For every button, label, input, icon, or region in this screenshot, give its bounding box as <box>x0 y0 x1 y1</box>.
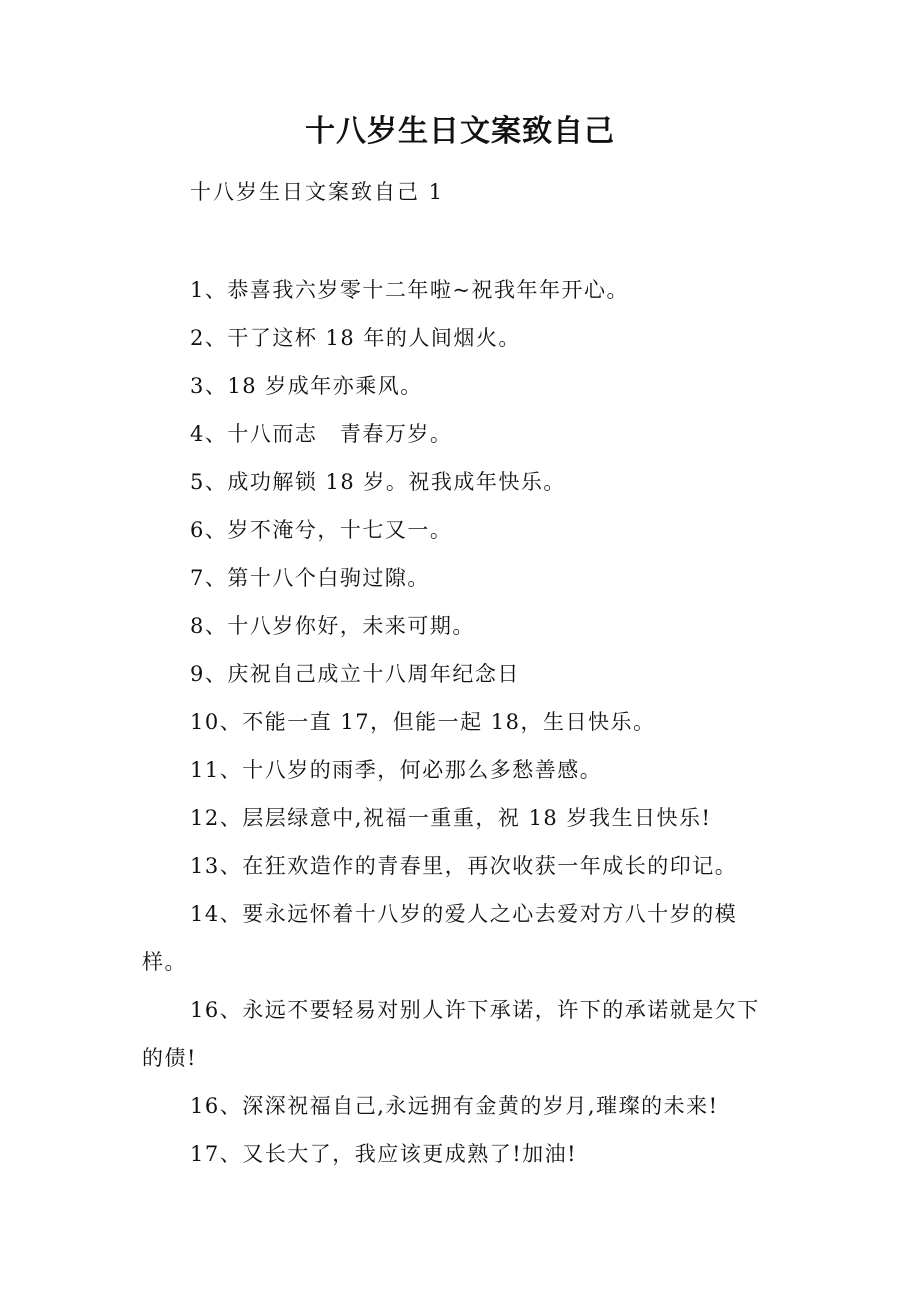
list-item: 2、干了这杯 18 年的人间烟火。 <box>190 326 521 350</box>
list-item: 1、恭喜我六岁零十二年啦~祝我年年开心。 <box>190 278 629 302</box>
list-item: 12、层层绿意中,祝福一重重，祝 18 岁我生日快乐! <box>190 806 712 830</box>
list-item: 6、岁不淹兮，十七又一。 <box>190 518 453 542</box>
section-heading: 十八岁生日文案致自己 1 <box>190 180 445 204</box>
list-item: 5、成功解锁 18 岁。祝我成年快乐。 <box>190 470 566 494</box>
document-title: 十八岁生日文案致自己 <box>305 114 615 149</box>
list-item: 11、十八岁的雨季，何必那么多愁善感。 <box>190 758 603 782</box>
list-item: 9、庆祝自己成立十八周年纪念日 <box>190 662 520 686</box>
list-item: 13、在狂欢造作的青春里，再次收获一年成长的印记。 <box>190 854 738 878</box>
list-item: 8、十八岁你好，未来可期。 <box>190 614 475 638</box>
wish-list <box>142 266 782 1178</box>
list-item: 10、不能一直 17，但能一起 18，生日快乐。 <box>190 710 656 734</box>
list-item: 7、第十八个白驹过隙。 <box>190 566 430 590</box>
list-item: 14、要永远怀着十八岁的爱人之心去爱对方八十岁的模样。 <box>142 902 738 974</box>
list-item: 17、又长大了，我应该更成熟了!加油! <box>190 1142 578 1166</box>
list-item: 16、永远不要轻易对别人许下承诺，许下的承诺就是欠下的债! <box>142 998 760 1070</box>
list-item: 3、18 岁成年亦乘风。 <box>190 374 423 398</box>
list-item: 4、十八而志 青春万岁。 <box>190 422 453 446</box>
list-item: 16、深深祝福自己,永远拥有金黄的岁月,璀璨的未来! <box>190 1094 719 1118</box>
